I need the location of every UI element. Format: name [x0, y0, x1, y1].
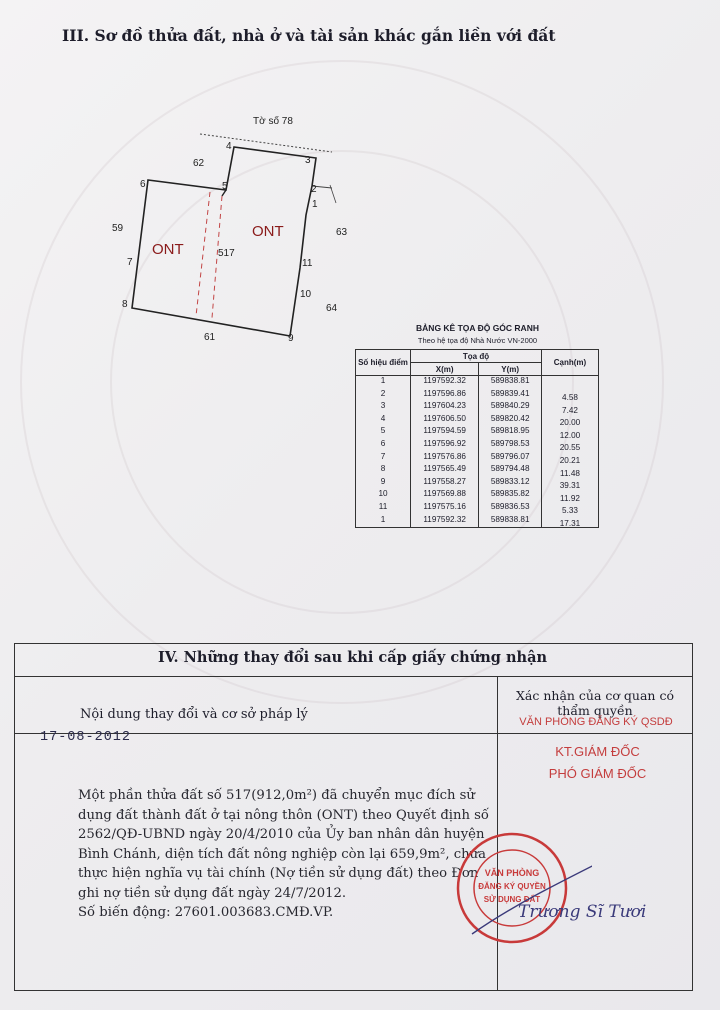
coord-cell-y: 589794.48 [479, 464, 542, 477]
description-line: 2562/QĐ-UBND ngày 20/4/2010 của Ủy ban nhân dân huyện [78, 827, 485, 842]
coord-cell-p: 8 [356, 464, 411, 477]
neighbor-59: 59 [112, 223, 124, 234]
header-coord: Tọa độ [411, 350, 542, 363]
vertex-10: 10 [300, 289, 312, 300]
coord-table-title: BẢNG KÊ TỌA ĐỘ GÓC RANH [416, 323, 539, 333]
vertex-7: 7 [127, 257, 133, 268]
coord-cell-y: 589818.95 [479, 426, 542, 439]
coord-cell-x: 1197604.23 [411, 401, 479, 414]
coord-cell-y: 589835.82 [479, 489, 542, 502]
deputy-director: PHÓ GIÁM ĐỐC [548, 766, 647, 781]
coord-cell-x: 1197592.32 [411, 515, 479, 528]
column-header-content: Nội dung thay đổi và cơ sở pháp lý [80, 707, 308, 722]
coord-cell-x: 1197575.16 [411, 502, 479, 515]
coord-row [356, 376, 599, 389]
coord-cell-y: 589836.53 [479, 502, 542, 515]
coord-cell-x: 1197592.32 [411, 376, 479, 389]
land-use-ont-right: ONT [252, 223, 284, 240]
sheet-label: Tờ số 78 [253, 116, 293, 127]
vertex-9: 9 [288, 333, 294, 344]
description-line: thực hiện nghĩa vụ tài chính (Nợ tiền sử dụng đất) theo Đơn [78, 866, 479, 881]
description-line: dụng đất thành đất ở tại nông thôn (ONT) theo Quyết định số [78, 807, 489, 823]
coord-cell-y: 589820.42 [479, 414, 542, 427]
description-line: Bình Chánh, diện tích đất nông nghiệp còn lại 659,9m², chưa [78, 846, 486, 862]
coord-cell-x: 1197569.88 [411, 489, 479, 502]
vertex-11: 11 [302, 258, 313, 269]
edge-length: 39.31 [559, 481, 581, 491]
coord-cell-p: 10 [356, 489, 411, 502]
coord-cell-p: 1 [356, 376, 411, 389]
edge-length: 5.33 [562, 506, 578, 516]
divider [14, 676, 692, 677]
vertex-4: 4 [226, 141, 232, 152]
change-date: 17-08-2012 [40, 730, 132, 745]
description-line: Một phần thửa đất số 517(912,0m²) đã chuyển mục đích sử [78, 788, 475, 803]
land-use-ont-left: ONT [152, 241, 184, 258]
coord-cell-y: 589833.12 [479, 477, 542, 490]
column-header-confirm: Xác nhận của cơ quan có thẩm quyền [516, 688, 674, 718]
vertex-8: 8 [122, 299, 128, 310]
seal-line-1: VĂN PHÒNG [484, 868, 540, 878]
coord-cell-x: 1197596.86 [411, 389, 479, 402]
edge-length: 12.00 [559, 430, 581, 440]
coord-cell-y: 589798.53 [479, 439, 542, 452]
vertex-3: 3 [305, 155, 311, 166]
vertex-6: 6 [140, 179, 146, 190]
section-4-title: IV. Những thay đổi sau khi cấp giấy chứng nhận [157, 649, 548, 666]
neighbor-64: 64 [326, 303, 338, 314]
edge-length: 7.42 [562, 405, 578, 415]
coord-cell-p: 7 [356, 452, 411, 465]
coord-cell-y: 589839.41 [479, 389, 542, 402]
description-line: Số biến động: 27601.003683.CMĐ.VP. [78, 905, 334, 920]
coord-cell-p: 5 [356, 426, 411, 439]
edge-length: 17.31 [559, 518, 581, 528]
coord-cell-p: 6 [356, 439, 411, 452]
edge-length: 20.21 [559, 455, 581, 465]
coord-cell-x: 1197606.50 [411, 414, 479, 427]
coord-cell-y: 589796.07 [479, 452, 542, 465]
header-edge: Cạnh(m) [542, 350, 599, 376]
coord-cell-y: 589838.81 [479, 376, 542, 389]
header-x: X(m) [411, 363, 479, 376]
coord-cell-p: 9 [356, 477, 411, 490]
kt-director: KT.GIÁM ĐỐC [555, 744, 640, 759]
edge-length: 11.48 [560, 468, 580, 478]
edge-cell [542, 376, 599, 389]
coord-cell-x: 1197596.92 [411, 439, 479, 452]
coord-cell-p: 1 [356, 515, 411, 528]
signatory-title [500, 741, 695, 785]
coord-cell-p: 11 [356, 502, 411, 515]
neighbor-61: 61 [204, 332, 216, 343]
edge-length: 11.92 [560, 493, 580, 503]
coord-cell-p: 4 [356, 414, 411, 427]
header-point: Số hiệu điểm [356, 350, 411, 376]
neighbor-62: 62 [193, 158, 205, 169]
vertex-1: 1 [312, 199, 318, 210]
neighbor-63: 63 [336, 227, 348, 238]
seal-line-3: SỬ DỤNG ĐẤT [483, 895, 541, 904]
vertex-5: 5 [222, 181, 228, 192]
coord-cell-x: 1197565.49 [411, 464, 479, 477]
coord-cell-x: 1197576.86 [411, 452, 479, 465]
seal-line-2: ĐĂNG KÝ QUYỀN [478, 882, 546, 891]
coord-cell-x: 1197594.59 [411, 426, 479, 439]
signature: Trương Sĩ Tươi [518, 902, 647, 922]
edge-lengths [542, 392, 598, 531]
edge-length: 20.55 [559, 443, 581, 453]
parcel-number: 517 [218, 248, 235, 259]
coord-cell-y: 589838.81 [479, 515, 542, 528]
coord-cell-p: 2 [356, 389, 411, 402]
red-seal [442, 826, 592, 946]
edge-length: 4.58 [562, 393, 578, 402]
office-name: VĂN PHÒNG ĐĂNG KÝ QSDĐ [519, 716, 673, 728]
coord-table-subtitle: Theo hệ tọa độ Nhà Nước VN-2000 [417, 336, 538, 345]
description-line: ghi nợ tiền sử dụng đất ngày 24/7/2012. [78, 885, 347, 901]
vertex-2: 2 [311, 184, 317, 195]
header-y: Y(m) [479, 363, 542, 376]
coord-cell-y: 589840.29 [479, 401, 542, 414]
coord-cell-x: 1197558.27 [411, 477, 479, 490]
edge-length: 20.00 [559, 418, 581, 428]
coord-cell-p: 3 [356, 401, 411, 414]
section-3-title: III. Sơ đồ thửa đất, nhà ở và tài sản khác gắn liền với đất [62, 26, 556, 45]
